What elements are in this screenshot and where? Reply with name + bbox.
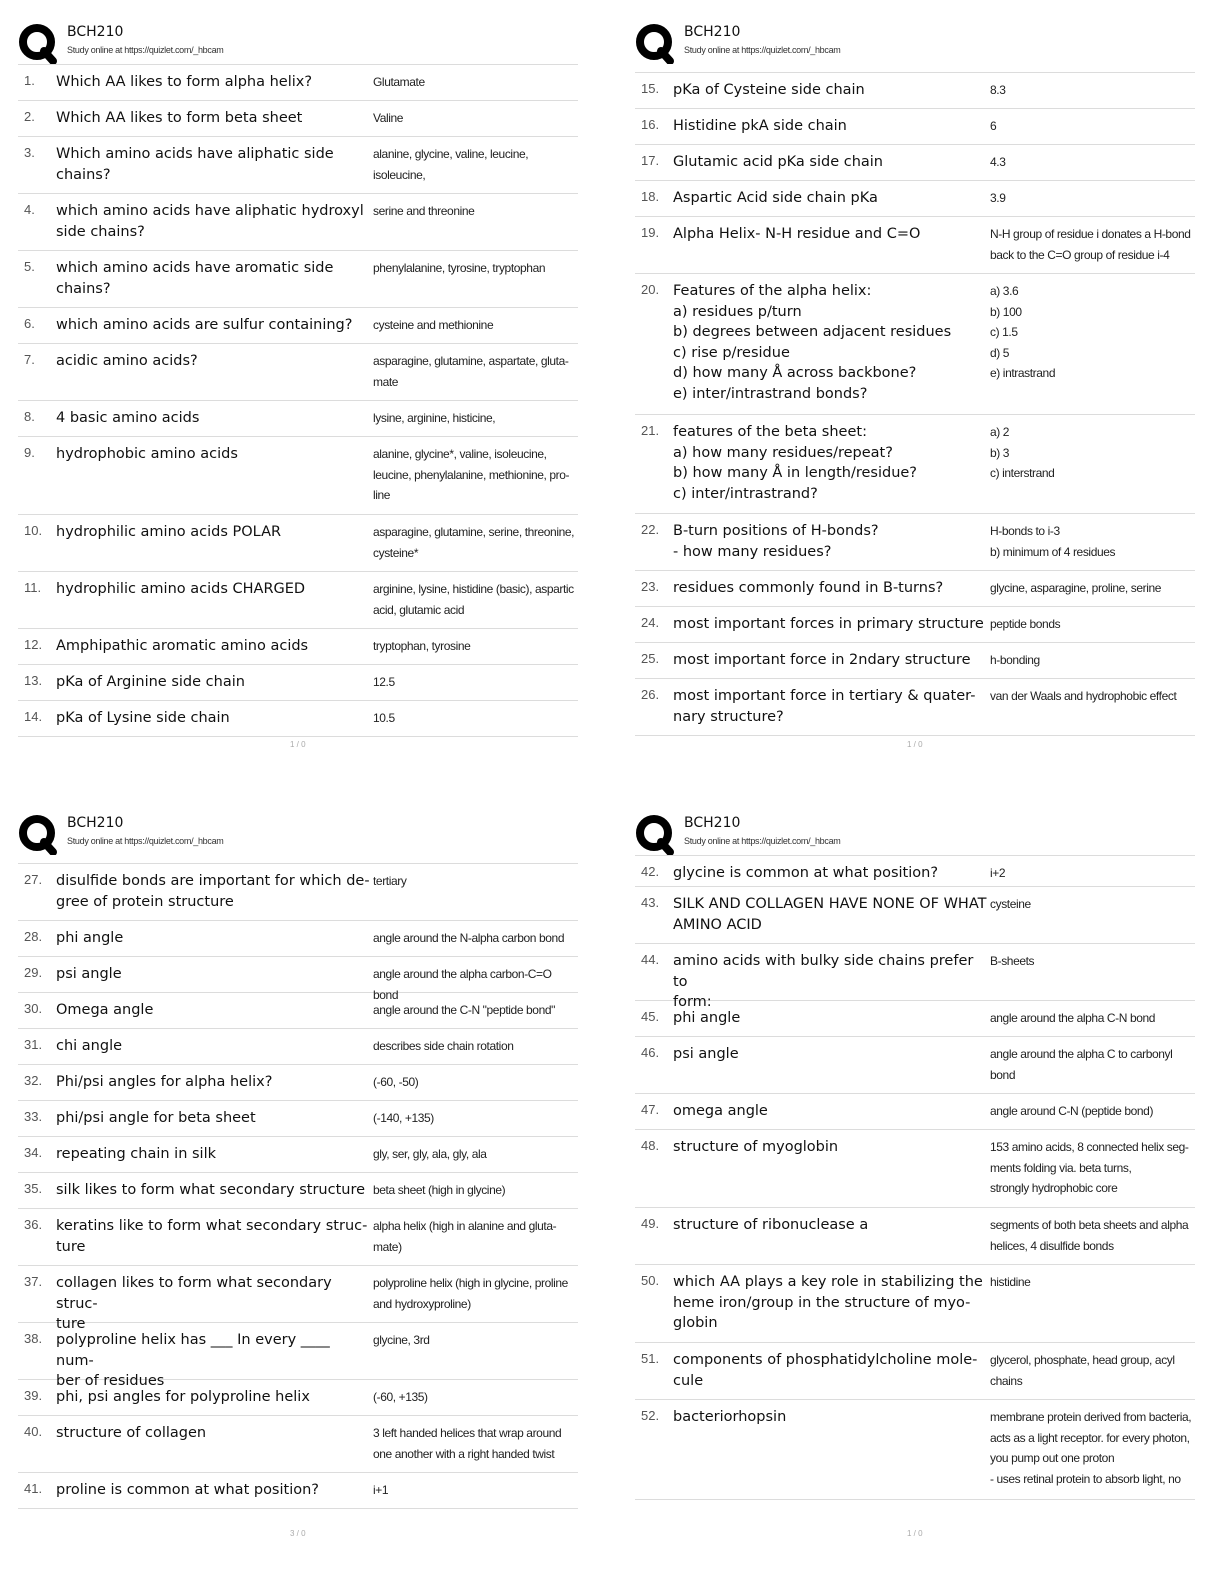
flashcard-row bbox=[18, 101, 578, 137]
card-term: most important forces in primary structure bbox=[673, 616, 984, 632]
card-definition: 153 amino acids, 8 connected helix seg- ments folding via. beta turns, strongly hydrophobic core bbox=[990, 1140, 1189, 1195]
card-term: omega angle bbox=[673, 1103, 768, 1119]
card-term: hydrophilic amino acids POLAR bbox=[56, 524, 282, 540]
card-number: 40. bbox=[24, 1424, 43, 1439]
card-list bbox=[635, 72, 1195, 736]
flashcard-row bbox=[635, 643, 1195, 679]
card-term: phi/psi angle for beta sheet bbox=[56, 1110, 256, 1126]
card-number: 9. bbox=[24, 445, 35, 460]
card-term: phi angle bbox=[56, 930, 124, 946]
card-definition: alanine, glycine*, valine, isoleucine, leucine, phenylalanine, methionine, pro- line bbox=[373, 447, 570, 502]
flashcard-row bbox=[635, 181, 1195, 217]
card-number: 21. bbox=[641, 423, 660, 438]
flashcard-row bbox=[18, 344, 578, 401]
card-number: 24. bbox=[641, 615, 660, 630]
flashcard-row bbox=[18, 1473, 578, 1509]
card-definition: 6 bbox=[990, 119, 997, 133]
card-number: 25. bbox=[641, 651, 660, 666]
card-term: Alpha Helix- N-H residue and C=O bbox=[673, 226, 921, 242]
card-number: 8. bbox=[24, 409, 35, 424]
card-definition: angle around the alpha C to carbonyl bond bbox=[990, 1047, 1173, 1082]
card-number: 7. bbox=[24, 352, 35, 367]
card-definition: (-60, +135) bbox=[373, 1390, 428, 1404]
card-definition: alanine, glycine, valine, leucine, isoleucine, bbox=[373, 147, 529, 182]
card-number: 39. bbox=[24, 1388, 43, 1403]
flashcard-row bbox=[18, 137, 578, 194]
flashcard-row bbox=[635, 1265, 1195, 1343]
flashcard-row bbox=[635, 679, 1195, 736]
card-definition: a) 3.6 b) 100 c) 1.5 d) 5 e) intrastrand bbox=[990, 284, 1056, 380]
flashcard-row bbox=[635, 887, 1195, 944]
card-number: 46. bbox=[641, 1045, 660, 1060]
card-term: polyproline helix has ___ In every ____ num- ber of residues bbox=[56, 1332, 330, 1389]
card-number: 47. bbox=[641, 1102, 660, 1117]
card-definition: histidine bbox=[990, 1275, 1031, 1289]
card-number: 27. bbox=[24, 872, 43, 887]
card-number: 6. bbox=[24, 316, 35, 331]
card-definition: phenylalanine, tyrosine, tryptophan bbox=[373, 261, 546, 275]
card-number: 35. bbox=[24, 1181, 43, 1196]
card-definition: tryptophan, tyrosine bbox=[373, 639, 471, 653]
card-number: 44. bbox=[641, 952, 660, 967]
card-definition: glycine, asparagine, proline, serine bbox=[990, 581, 1162, 595]
card-number: 42. bbox=[641, 864, 660, 879]
flashcard-row bbox=[18, 665, 578, 701]
card-term: pKa of Arginine side chain bbox=[56, 674, 245, 690]
card-term: Omega angle bbox=[56, 1002, 154, 1018]
deck-url: Study online at https://quizlet.com/_hbcam bbox=[67, 45, 224, 55]
card-term: residues commonly found in B-turns? bbox=[673, 580, 944, 596]
page-number: 3 / 0 bbox=[290, 1529, 306, 1538]
card-number: 33. bbox=[24, 1109, 43, 1124]
card-definition: alpha helix (high in alanine and gluta- mate) bbox=[373, 1219, 557, 1254]
flashcard-row bbox=[635, 217, 1195, 274]
card-term: features of the beta sheet: a) how many residues/repeat? b) how many Å in length/residue? c) inter/intrastrand? bbox=[673, 424, 918, 502]
page-2 bbox=[635, 18, 1195, 749]
quizlet-logo-icon bbox=[635, 815, 675, 855]
deck-title: BCH210 bbox=[67, 815, 124, 831]
flashcard-row bbox=[635, 1037, 1195, 1094]
flashcard-row bbox=[18, 1101, 578, 1137]
flashcard-row bbox=[18, 572, 578, 629]
card-number: 11. bbox=[24, 580, 42, 595]
flashcard-row bbox=[18, 957, 578, 1002]
card-number: 20. bbox=[641, 282, 660, 297]
flashcard-row bbox=[635, 274, 1195, 415]
card-definition: cysteine bbox=[990, 897, 1031, 911]
card-term: bacteriorhopsin bbox=[673, 1409, 787, 1425]
card-definition: N-H group of residue i donates a H-bond back to the C=O group of residue i-4 bbox=[990, 227, 1191, 262]
card-number: 37. bbox=[24, 1274, 43, 1289]
card-term: Glutamic acid pKa side chain bbox=[673, 154, 883, 170]
card-definition: peptide bonds bbox=[990, 617, 1061, 631]
card-term: psi angle bbox=[56, 966, 122, 982]
card-number: 43. bbox=[641, 895, 660, 910]
card-number: 4. bbox=[24, 202, 35, 217]
card-number: 10. bbox=[24, 523, 43, 538]
quizlet-logo-icon bbox=[18, 815, 58, 855]
card-definition: membrane protein derived from bacteria, acts as a light receptor. for every photon, you pump out one proton - uses retinal protein to absorb light, no bbox=[990, 1410, 1192, 1486]
card-term: which amino acids are sulfur containing? bbox=[56, 317, 353, 333]
card-definition: (-140, +135) bbox=[373, 1111, 434, 1125]
flashcard-row bbox=[18, 1266, 578, 1332]
card-definition: 12.5 bbox=[373, 675, 395, 689]
flashcard-row bbox=[635, 415, 1195, 514]
card-definition: glycine, 3rd bbox=[373, 1333, 430, 1347]
page-header bbox=[635, 18, 1195, 64]
card-term: collagen likes to form what secondary struc- ture bbox=[56, 1275, 332, 1332]
card-term: most important force in 2ndary structure bbox=[673, 652, 971, 668]
page-1 bbox=[18, 18, 578, 749]
card-definition: describes side chain rotation bbox=[373, 1039, 514, 1053]
flashcard-row bbox=[635, 1400, 1195, 1500]
card-number: 49. bbox=[641, 1216, 660, 1231]
card-number: 32. bbox=[24, 1073, 43, 1088]
card-definition: angle around the C-N "peptide bond" bbox=[373, 1003, 555, 1017]
card-definition: i+1 bbox=[373, 1483, 389, 1497]
card-number: 51. bbox=[641, 1351, 660, 1366]
card-term: components of phosphatidylcholine mole- cule bbox=[673, 1352, 978, 1389]
card-term: phi, psi angles for polyproline helix bbox=[56, 1389, 310, 1405]
card-number: 1. bbox=[24, 73, 35, 88]
card-number: 45. bbox=[641, 1009, 660, 1024]
deck-url: Study online at https://quizlet.com/_hbcam bbox=[67, 836, 224, 846]
deck-url: Study online at https://quizlet.com/_hbcam bbox=[684, 45, 841, 55]
card-definition: lysine, arginine, histicine, bbox=[373, 411, 496, 425]
card-definition: 10.5 bbox=[373, 711, 395, 725]
card-term: hydrophobic amino acids bbox=[56, 446, 238, 462]
card-term: B-turn positions of H-bonds? - how many residues? bbox=[673, 523, 879, 560]
card-number: 13. bbox=[24, 673, 43, 688]
flashcard-row bbox=[18, 308, 578, 344]
card-definition: H-bonds to i-3 b) minimum of 4 residues bbox=[990, 524, 1116, 559]
flashcard-row bbox=[635, 1208, 1195, 1265]
card-term: which amino acids have aliphatic hydroxyl side chains? bbox=[56, 203, 364, 240]
card-number: 30. bbox=[24, 1001, 43, 1016]
card-number: 19. bbox=[641, 225, 660, 240]
flashcard-row bbox=[635, 571, 1195, 607]
card-number: 26. bbox=[641, 687, 660, 702]
card-term: Amphipathic aromatic amino acids bbox=[56, 638, 309, 654]
card-number: 2. bbox=[24, 109, 35, 124]
card-term: acidic amino acids? bbox=[56, 353, 198, 369]
card-number: 3. bbox=[24, 145, 35, 160]
card-term: structure of ribonuclease a bbox=[673, 1217, 869, 1233]
card-number: 41. bbox=[24, 1481, 43, 1496]
card-number: 22. bbox=[641, 522, 660, 537]
deck-title: BCH210 bbox=[684, 815, 741, 831]
flashcard-row bbox=[18, 701, 578, 737]
card-definition: B-sheets bbox=[990, 954, 1035, 968]
card-term: Which AA likes to form alpha helix? bbox=[56, 74, 313, 90]
flashcard-row bbox=[635, 514, 1195, 571]
deck-url: Study online at https://quizlet.com/_hbcam bbox=[684, 836, 841, 846]
card-term: structure of myoglobin bbox=[673, 1139, 839, 1155]
card-definition: (-60, -50) bbox=[373, 1075, 419, 1089]
card-term: glycine is common at what position? bbox=[673, 865, 939, 881]
card-term: pKa of Lysine side chain bbox=[56, 710, 230, 726]
card-number: 31. bbox=[24, 1037, 43, 1052]
flashcard-row bbox=[635, 1094, 1195, 1130]
card-number: 17. bbox=[641, 153, 660, 168]
flashcard-row bbox=[18, 194, 578, 251]
card-number: 5. bbox=[24, 259, 35, 274]
card-term: repeating chain in silk bbox=[56, 1146, 217, 1162]
card-number: 29. bbox=[24, 965, 43, 980]
flashcard-row bbox=[18, 65, 578, 101]
flashcard-row bbox=[18, 401, 578, 437]
card-definition: glycerol, phosphate, head group, acyl chains bbox=[990, 1353, 1175, 1388]
card-definition: tertiary bbox=[373, 874, 407, 888]
flashcard-row bbox=[18, 1209, 578, 1266]
flashcard-row bbox=[18, 629, 578, 665]
flashcard-row bbox=[635, 109, 1195, 145]
card-number: 15. bbox=[641, 81, 660, 96]
card-definition: asparagine, glutamine, serine, threonine, cysteine* bbox=[373, 525, 575, 560]
card-term: amino acids with bulky side chains prefer to form: bbox=[673, 953, 974, 1010]
card-term: hydrophilic amino acids CHARGED bbox=[56, 581, 306, 597]
flashcard-row bbox=[18, 1173, 578, 1209]
card-term: proline is common at what position? bbox=[56, 1482, 319, 1498]
card-term: which amino acids have aromatic side chains? bbox=[56, 260, 334, 297]
card-definition: i+2 bbox=[990, 866, 1006, 880]
card-number: 52. bbox=[641, 1408, 660, 1423]
card-definition: a) 2 b) 3 c) interstrand bbox=[990, 425, 1055, 480]
card-term: SILK AND COLLAGEN HAVE NONE OF WHAT AMINO ACID bbox=[673, 896, 987, 933]
flashcard-row bbox=[635, 856, 1195, 887]
quizlet-logo-icon bbox=[635, 24, 675, 64]
card-number: 12. bbox=[24, 637, 43, 652]
card-definition: arginine, lysine, histidine (basic), aspartic acid, glutamic acid bbox=[373, 582, 574, 617]
card-term: Aspartic Acid side chain pKa bbox=[673, 190, 878, 206]
card-list bbox=[635, 855, 1195, 1500]
card-term: psi angle bbox=[673, 1046, 739, 1062]
card-term: Histidine pkA side chain bbox=[673, 118, 847, 134]
card-term: Which amino acids have aliphatic side chains? bbox=[56, 146, 334, 183]
card-definition: 3.9 bbox=[990, 191, 1006, 205]
card-list bbox=[18, 64, 578, 737]
card-number: 36. bbox=[24, 1217, 43, 1232]
page-number: 1 / 0 bbox=[290, 740, 306, 749]
flashcard-row bbox=[18, 515, 578, 572]
flashcard-row bbox=[18, 1029, 578, 1065]
deck-title: BCH210 bbox=[684, 24, 741, 40]
page-number: 1 / 0 bbox=[907, 740, 923, 749]
card-term: Features of the alpha helix: a) residues p/turn b) degrees between adjacent residues c) rise p/residue d) how many Å across backbone? e) inter/intrastrand bonds? bbox=[673, 283, 952, 402]
card-definition: segments of both beta sheets and alpha helices, 4 disulfide bonds bbox=[990, 1218, 1189, 1253]
flashcard-row bbox=[18, 1323, 578, 1389]
page-number: 1 / 0 bbox=[907, 1529, 923, 1538]
flashcard-row bbox=[18, 1416, 578, 1473]
page-header bbox=[635, 809, 1195, 855]
card-definition: cysteine and methionine bbox=[373, 318, 494, 332]
card-term: silk likes to form what secondary structure bbox=[56, 1182, 366, 1198]
flashcard-row bbox=[635, 1343, 1195, 1400]
flashcard-row bbox=[635, 944, 1195, 1010]
card-term: keratins like to form what secondary struc- ture bbox=[56, 1218, 368, 1255]
card-number: 18. bbox=[641, 189, 660, 204]
card-number: 14. bbox=[24, 709, 43, 724]
card-definition: asparagine, glutamine, aspartate, gluta- mate bbox=[373, 354, 569, 389]
card-term: phi angle bbox=[673, 1010, 741, 1026]
card-definition: 8.3 bbox=[990, 83, 1006, 97]
flashcard-row bbox=[18, 1137, 578, 1173]
card-definition: angle around the alpha carbon-C=O bond bbox=[373, 967, 552, 1002]
card-definition: angle around the alpha C-N bond bbox=[990, 1011, 1156, 1025]
card-number: 48. bbox=[641, 1138, 660, 1153]
page-header bbox=[18, 809, 578, 855]
page-header bbox=[18, 18, 578, 64]
card-number: 34. bbox=[24, 1145, 43, 1160]
flashcard-row bbox=[18, 1065, 578, 1101]
card-term: most important force in tertiary & quater- nary structure? bbox=[673, 688, 976, 725]
card-definition: serine and threonine bbox=[373, 204, 475, 218]
card-number: 28. bbox=[24, 929, 43, 944]
card-definition: beta sheet (high in glycine) bbox=[373, 1183, 506, 1197]
flashcard-row bbox=[635, 607, 1195, 643]
quizlet-logo-icon bbox=[18, 24, 58, 64]
flashcard-row bbox=[18, 921, 578, 957]
page-4 bbox=[635, 809, 1195, 1538]
flashcard-row bbox=[635, 1130, 1195, 1208]
card-number: 50. bbox=[641, 1273, 660, 1288]
card-number: 16. bbox=[641, 117, 660, 132]
card-definition: polyproline helix (high in glycine, proline and hydroxyproline) bbox=[373, 1276, 568, 1311]
card-definition: h-bonding bbox=[990, 653, 1040, 667]
card-number: 23. bbox=[641, 579, 660, 594]
card-term: 4 basic amino acids bbox=[56, 410, 200, 426]
card-number: 38. bbox=[24, 1331, 43, 1346]
deck-title: BCH210 bbox=[67, 24, 124, 40]
flashcard-row bbox=[18, 864, 578, 921]
card-definition: angle around C-N (peptide bond) bbox=[990, 1104, 1154, 1118]
card-term: disulfide bonds are important for which de- gree of protein structure bbox=[56, 873, 370, 910]
flashcard-row bbox=[18, 437, 578, 515]
page-3 bbox=[18, 809, 578, 1538]
card-list bbox=[18, 863, 578, 1509]
card-definition: Valine bbox=[373, 111, 404, 125]
card-definition: gly, ser, gly, ala, gly, ala bbox=[373, 1147, 487, 1161]
flashcard-row bbox=[635, 73, 1195, 109]
card-term: which AA plays a key role in stabilizing the heme iron/group in the structure of myo- globin bbox=[673, 1274, 983, 1331]
card-term: structure of collagen bbox=[56, 1425, 207, 1441]
flashcard-row bbox=[635, 145, 1195, 181]
card-term: chi angle bbox=[56, 1038, 123, 1054]
card-definition: Glutamate bbox=[373, 75, 425, 89]
card-term: Which AA likes to form beta sheet bbox=[56, 110, 303, 126]
flashcard-row bbox=[18, 251, 578, 308]
card-definition: 3 left handed helices that wrap around one another with a right handed twist bbox=[373, 1426, 562, 1461]
card-definition: van der Waals and hydrophobic effect bbox=[990, 689, 1177, 703]
card-definition: 4.3 bbox=[990, 155, 1006, 169]
card-term: pKa of Cysteine side chain bbox=[673, 82, 865, 98]
card-term: Phi/psi angles for alpha helix? bbox=[56, 1074, 273, 1090]
card-definition: angle around the N-alpha carbon bond bbox=[373, 931, 565, 945]
